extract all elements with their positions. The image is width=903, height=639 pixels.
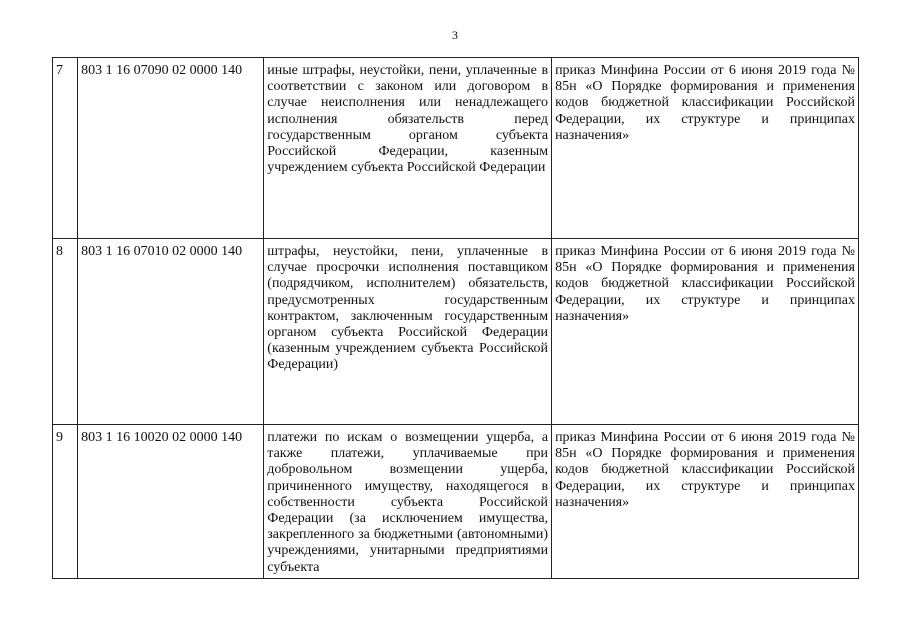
budget-codes-table <box>52 57 859 579</box>
budget-code: 803 1 16 07010 02 0000 140 <box>78 239 264 425</box>
revenue-description: иные штрафы, неустойки, пени, уплаченные в соответствии с законом или договором в случае неисполнения или ненадлежащего исполнения обязательств перед государственным органом субъекта Российской Федерации, казенным учреждением субъекта Российской Федерации <box>264 58 552 239</box>
table-row <box>53 239 859 425</box>
page-number: 3 <box>452 28 458 42</box>
row-number: 8 <box>53 239 78 425</box>
table-row <box>53 425 859 579</box>
budget-code: 803 1 16 07090 02 0000 140 <box>78 58 264 239</box>
row-number: 7 <box>53 58 78 239</box>
legal-basis: приказ Минфина России от 6 июня 2019 года № 85н «О Порядке формирования и применения кодов бюджетной классификации Российской Федерации, их структуре и принципах назначения» <box>552 425 859 579</box>
row-number: 9 <box>53 425 78 579</box>
revenue-description: штрафы, неустойки, пени, уплаченные в случае просрочки исполнения поставщиком (подрядчиком, исполнителем) обязательств, предусмотренных государственным контрактом, заключенным государственным органом субъекта Российской Федерации (казенным учреждением субъекта Российской Федерации) <box>264 239 552 425</box>
legal-basis: приказ Минфина России от 6 июня 2019 года № 85н «О Порядке формирования и применения кодов бюджетной классификации Российской Федерации, их структуре и принципах назначения» <box>552 239 859 425</box>
revenue-description: платежи по искам о возмещении ущерба, а также платежи, уплачиваемые при добровольном возмещении ущерба, причиненного имуществу, находящегося в собственности субъекта Российской Федерации (за исключением имущества, закрепленного за бюджетными (автономными) учреждениями, унитарными предприятиями субъекта <box>264 425 552 579</box>
table-row <box>53 58 859 239</box>
legal-basis: приказ Минфина России от 6 июня 2019 года № 85н «О Порядке формирования и применения кодов бюджетной классификации Российской Федерации, их структуре и принципах назначения» <box>552 58 859 239</box>
budget-code: 803 1 16 10020 02 0000 140 <box>78 425 264 579</box>
